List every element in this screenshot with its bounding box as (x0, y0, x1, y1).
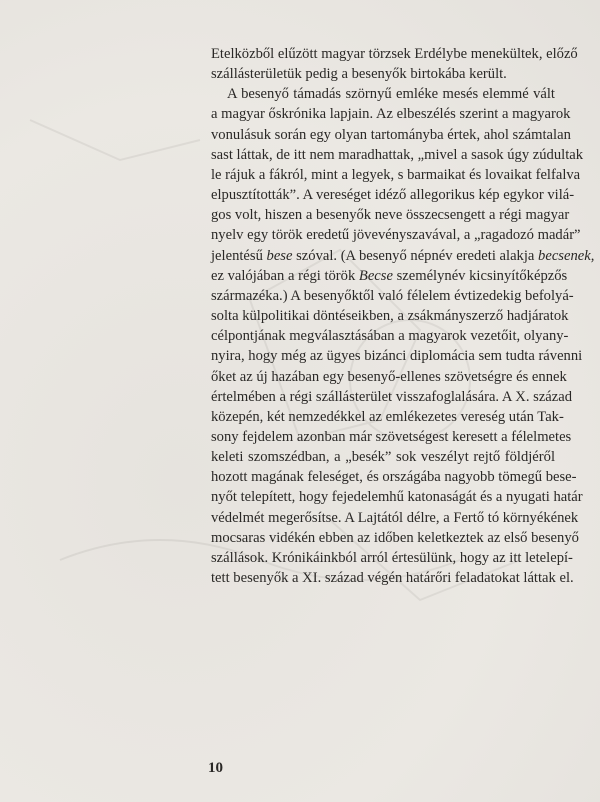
text-line: értelmében a régi szállásterület visszafoglalására. A X. század (211, 388, 573, 405)
text-line: hozott magának feleséget, és országába nagyobb tömegű bese- (211, 469, 577, 486)
text-line: nyelv egy török eredetű jövevényszavával, a „ragadozó madár” (211, 227, 581, 244)
page-number: 10 (208, 760, 223, 776)
text-line: le rájuk a fákról, mint a legyek, s barmaikat és lovaikat felfalva (211, 166, 581, 183)
text-line: nyőt telepített, hogy fejedelemhű katonaságát és a nyugati határ (211, 489, 583, 506)
body-text (211, 44, 595, 588)
text-line: sast láttak, de itt nem maradhattak, „mivel a sasok úgy zúdultak (211, 146, 584, 163)
text-line: szállásterületük pedig a besenyők birtokába került. (211, 66, 507, 83)
text-line: gos volt, hiszen a besenyők neve összecsengett a régi magyar (211, 207, 570, 224)
text-line: tett besenyők a XI. század végén határőri feladatokat láttak el. (211, 570, 574, 587)
text-line: védelmét megerősítse. A Lajtától délre, a Fertő tó környékének (211, 509, 579, 526)
text-line: Etelközből elűzött magyar törzsek Erdélybe menekültek, előző (211, 46, 578, 62)
text-line: származéka.) A besenyőktől való félelem évtizedekig befolyá- (211, 287, 574, 304)
text-line: ez valójában a régi török Becse személynév kicsinyítőképzős (211, 267, 568, 284)
text-line: keleti szomszédban, a „besék” sok veszélyt rejtő földjéről (211, 449, 555, 466)
text-line: jelentésű bese szóval. (A besenyő népnév eredeti alakja becsenek, (211, 247, 595, 264)
text-line: őket az új hazában egy besenyő-ellenes szövetségre és ennek (211, 368, 567, 385)
text-line: nyira, hogy még az ügyes bizánci diplomácia sem tudta rávenni (211, 348, 583, 365)
text-line: mocsaras vidékén ebben az időben keletkeztek az első besenyő (211, 529, 579, 546)
text-line: szállások. Krónikáinkból arról értesülünk, hogy az itt letelepí- (211, 549, 573, 566)
text-line: elpusztították”. A vereséget idéző allegorikus kép egykor vilá- (211, 187, 575, 204)
text-line: solta külpolitikai döntéseikben, a zsákmányszerző hadjáratok (211, 308, 569, 325)
text-line: célpontjának megválasztásában a magyarok vezetőit, olyany- (211, 328, 569, 345)
text-line: sony fejdelem azonban már szövetségest keresett a félelmetes (211, 428, 572, 445)
text-line: A besenyő támadás szörnyű emléke mesés elemmé vált (227, 86, 555, 103)
text-line: közepén, két nemzedékkel az emlékezetes vereség után Tak- (211, 408, 564, 425)
text-line: vonulásuk során egy olyan tartományba értek, ahol számtalan (211, 126, 571, 143)
text-line: a magyar őskrónika lapjain. Az elbeszélés szerint a magyarok (211, 106, 571, 123)
